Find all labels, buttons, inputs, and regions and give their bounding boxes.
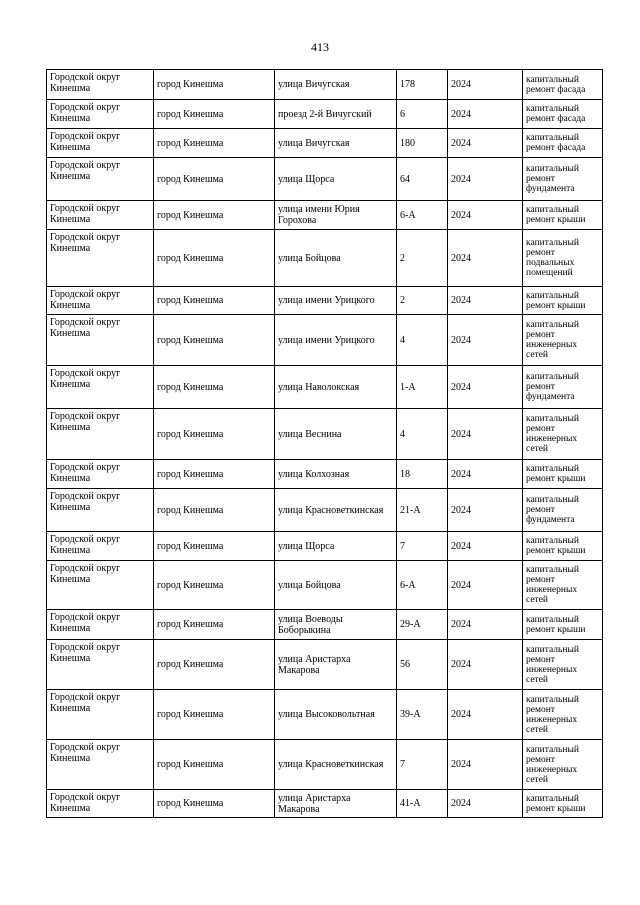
house-number-cell: 6-А [397, 561, 448, 610]
work-type-cell: капитальный ремонт крыши [523, 790, 603, 818]
district-cell: Городской округ Кинешма [47, 790, 154, 818]
district-cell: Городской округ Кинешма [47, 230, 154, 287]
house-number-cell: 41-А [397, 790, 448, 818]
district-cell: Городской округ Кинешма [47, 532, 154, 561]
year-cell: 2024 [448, 740, 523, 790]
work-type-cell: капитальный ремонт инженерных сетей [523, 409, 603, 460]
table-row [47, 100, 603, 129]
street-cell: улица Воеводы Боборыкина [275, 610, 397, 640]
table-row [47, 610, 603, 640]
table-row [47, 690, 603, 740]
street-cell: улица Бойцова [275, 561, 397, 610]
work-type-cell: капитальный ремонт инженерных сетей [523, 315, 603, 366]
district-cell: Городской округ Кинешма [47, 366, 154, 409]
house-number-cell: 56 [397, 640, 448, 690]
district-cell: Городской округ Кинешма [47, 460, 154, 489]
district-cell: Городской округ Кинешма [47, 100, 154, 129]
table-row [47, 460, 603, 489]
table-body [47, 70, 603, 818]
repair-program-table [46, 69, 603, 818]
year-cell: 2024 [448, 315, 523, 366]
year-cell: 2024 [448, 366, 523, 409]
year-cell: 2024 [448, 460, 523, 489]
table-row [47, 129, 603, 158]
city-cell: город Кинешма [154, 315, 275, 366]
house-number-cell: 178 [397, 70, 448, 100]
year-cell: 2024 [448, 201, 523, 230]
city-cell: город Кинешма [154, 230, 275, 287]
house-number-cell: 21-А [397, 489, 448, 532]
street-cell: улица Аристарха Макарова [275, 640, 397, 690]
city-cell: город Кинешма [154, 158, 275, 201]
house-number-cell: 4 [397, 409, 448, 460]
table-row [47, 315, 603, 366]
house-number-cell: 2 [397, 287, 448, 315]
year-cell: 2024 [448, 409, 523, 460]
work-type-cell: капитальный ремонт крыши [523, 460, 603, 489]
year-cell: 2024 [448, 610, 523, 640]
table-row [47, 409, 603, 460]
city-cell: город Кинешма [154, 409, 275, 460]
city-cell: город Кинешма [154, 561, 275, 610]
table-row [47, 640, 603, 690]
street-cell: проезд 2-й Вичугский [275, 100, 397, 129]
district-cell: Городской округ Кинешма [47, 70, 154, 100]
city-cell: город Кинешма [154, 70, 275, 100]
year-cell: 2024 [448, 790, 523, 818]
table-row [47, 287, 603, 315]
street-cell: улица Щорса [275, 532, 397, 561]
street-cell: улица Веснина [275, 409, 397, 460]
house-number-cell: 180 [397, 129, 448, 158]
year-cell: 2024 [448, 158, 523, 201]
district-cell: Городской округ Кинешма [47, 640, 154, 690]
house-number-cell: 6-А [397, 201, 448, 230]
work-type-cell: капитальный ремонт инженерных сетей [523, 561, 603, 610]
district-cell: Городской округ Кинешма [47, 561, 154, 610]
work-type-cell: капитальный ремонт инженерных сетей [523, 740, 603, 790]
city-cell: город Кинешма [154, 532, 275, 561]
house-number-cell: 2 [397, 230, 448, 287]
city-cell: город Кинешма [154, 790, 275, 818]
district-cell: Городской округ Кинешма [47, 409, 154, 460]
work-type-cell: капитальный ремонт фундамента [523, 489, 603, 532]
year-cell: 2024 [448, 287, 523, 315]
district-cell: Городской округ Кинешма [47, 489, 154, 532]
year-cell: 2024 [448, 532, 523, 561]
year-cell: 2024 [448, 100, 523, 129]
page-number: 413 [311, 40, 329, 54]
work-type-cell: капитальный ремонт инженерных сетей [523, 690, 603, 740]
table-row [47, 489, 603, 532]
year-cell: 2024 [448, 489, 523, 532]
table-row [47, 230, 603, 287]
work-type-cell: капитальный ремонт подвальных помещений [523, 230, 603, 287]
street-cell: улица Наволокская [275, 366, 397, 409]
street-cell: улица Аристарха Макарова [275, 790, 397, 818]
street-cell: улица Колхозная [275, 460, 397, 489]
street-cell: улица Красноветкинская [275, 489, 397, 532]
district-cell: Городской округ Кинешма [47, 740, 154, 790]
city-cell: город Кинешма [154, 366, 275, 409]
city-cell: город Кинешма [154, 287, 275, 315]
district-cell: Городской округ Кинешма [47, 690, 154, 740]
city-cell: город Кинешма [154, 201, 275, 230]
house-number-cell: 39-А [397, 690, 448, 740]
year-cell: 2024 [448, 690, 523, 740]
work-type-cell: капитальный ремонт фундамента [523, 366, 603, 409]
house-number-cell: 6 [397, 100, 448, 129]
city-cell: город Кинешма [154, 740, 275, 790]
house-number-cell: 7 [397, 740, 448, 790]
table-row [47, 201, 603, 230]
table-row [47, 561, 603, 610]
district-cell: Городской округ Кинешма [47, 610, 154, 640]
city-cell: город Кинешма [154, 610, 275, 640]
district-cell: Городской округ Кинешма [47, 129, 154, 158]
street-cell: улица имени Урицкого [275, 315, 397, 366]
table-row [47, 158, 603, 201]
table-row [47, 532, 603, 561]
street-cell: улица Высоковольтная [275, 690, 397, 740]
street-cell: улица имени Юрия Горохова [275, 201, 397, 230]
district-cell: Городской округ Кинешма [47, 287, 154, 315]
city-cell: город Кинешма [154, 690, 275, 740]
table-row [47, 790, 603, 818]
street-cell: улица Щорса [275, 158, 397, 201]
year-cell: 2024 [448, 70, 523, 100]
table-row [47, 740, 603, 790]
house-number-cell: 64 [397, 158, 448, 201]
street-cell: улица Вичугская [275, 129, 397, 158]
district-cell: Городской округ Кинешма [47, 201, 154, 230]
street-cell: улица Вичугская [275, 70, 397, 100]
street-cell: улица Бойцова [275, 230, 397, 287]
work-type-cell: капитальный ремонт фундамента [523, 158, 603, 201]
city-cell: город Кинешма [154, 100, 275, 129]
city-cell: город Кинешма [154, 640, 275, 690]
table-row [47, 70, 603, 100]
work-type-cell: капитальный ремонт инженерных сетей [523, 640, 603, 690]
work-type-cell: капитальный ремонт крыши [523, 532, 603, 561]
year-cell: 2024 [448, 129, 523, 158]
street-cell: улица Красноветкинская [275, 740, 397, 790]
table-row [47, 366, 603, 409]
work-type-cell: капитальный ремонт крыши [523, 287, 603, 315]
city-cell: город Кинешма [154, 460, 275, 489]
house-number-cell: 1-А [397, 366, 448, 409]
year-cell: 2024 [448, 561, 523, 610]
work-type-cell: капитальный ремонт крыши [523, 610, 603, 640]
year-cell: 2024 [448, 640, 523, 690]
city-cell: город Кинешма [154, 129, 275, 158]
street-cell: улица имени Урицкого [275, 287, 397, 315]
year-cell: 2024 [448, 230, 523, 287]
house-number-cell: 4 [397, 315, 448, 366]
work-type-cell: капитальный ремонт фасада [523, 100, 603, 129]
district-cell: Городской округ Кинешма [47, 158, 154, 201]
district-cell: Городской округ Кинешма [47, 315, 154, 366]
work-type-cell: капитальный ремонт крыши [523, 201, 603, 230]
work-type-cell: капитальный ремонт фасада [523, 129, 603, 158]
house-number-cell: 7 [397, 532, 448, 561]
work-type-cell: капитальный ремонт фасада [523, 70, 603, 100]
house-number-cell: 18 [397, 460, 448, 489]
house-number-cell: 29-А [397, 610, 448, 640]
city-cell: город Кинешма [154, 489, 275, 532]
